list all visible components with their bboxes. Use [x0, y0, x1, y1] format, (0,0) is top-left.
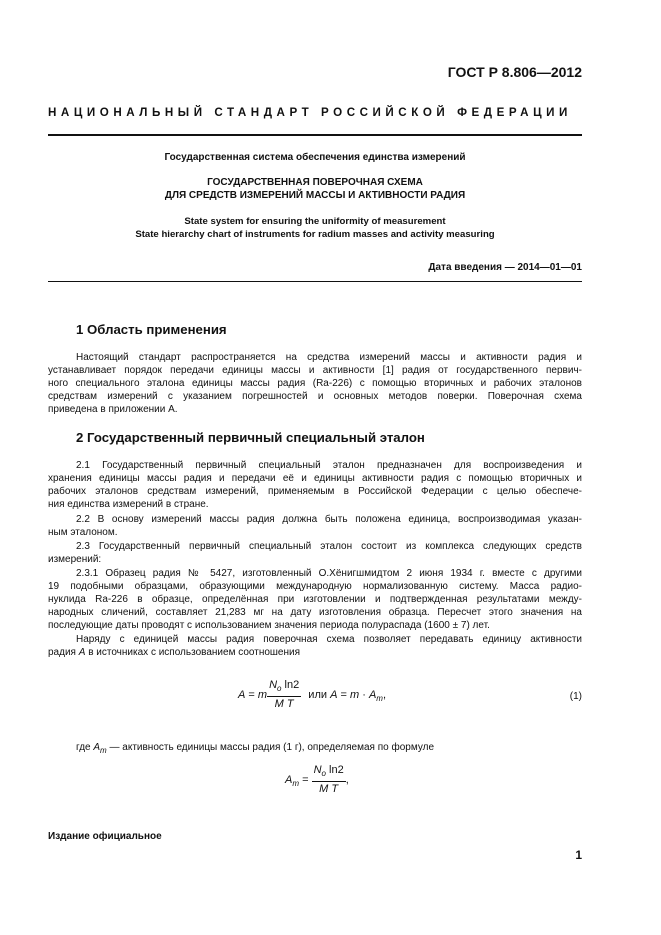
title-ru-line1: ГОСУДАРСТВЕННАЯ ПОВЕРОЧНАЯ СХЕМА: [207, 177, 423, 188]
paragraph-line: Наряду с единицей массы радия поверочная схема позволяет передавать единицу активности: [76, 634, 582, 645]
introduction-date: Дата введения — 2014—01—01: [428, 262, 582, 273]
header-rule: [48, 134, 582, 136]
paragraph-line: измерений:: [48, 554, 102, 565]
paragraph-line: нуклида Ra-226 в образце, определённая при изготовлении и подтвержденная результатами между-: [48, 594, 582, 605]
paragraph-line: рабочих эталонов средствам измерений, применяемым в Российской Федерации с целью обеспече-: [48, 486, 582, 497]
paragraph-line: Настоящий стандарт распространяется на средства измерений массы и активности радия и: [76, 352, 582, 363]
title-ru-line2: ДЛЯ СРЕДСТВ ИЗМЕРЕНИЙ МАССЫ И АКТИВНОСТИ РАДИЯ: [164, 190, 466, 201]
paragraph-line: ным эталоном.: [48, 527, 118, 538]
paragraph-line: 2.3 Государственный первичный специальный эталон состоит из комплекса следующих средств: [76, 541, 582, 552]
paragraph-line: 2.3.1 Образец радия № 5427, изготовленный О.Хёнигшмидтом 2 июня 1934 г. вместе с другими: [76, 568, 582, 579]
paragraph-line: хранения единицы массы радия и передачи её и единицы активности радия с помощью вторичных и: [48, 473, 582, 484]
formula-1: A = m $\frac{N_o \ln 2}{\text{M T}}$ или $A = m \cdot A_m$,: [238, 679, 387, 711]
title-en-line2: State hierarchy chart of instruments for radium masses and activity measuring: [135, 229, 495, 240]
paragraph-line: устанавливает порядок передачи единицы массы и активности [1] радия от государственного первич-: [48, 365, 582, 376]
paragraph-line: радия A в источниках с использованием соотношения: [48, 647, 301, 658]
system-title: Государственная система обеспечения единства измерений: [164, 152, 466, 163]
paragraph-line: приведена в приложении А.: [48, 404, 178, 415]
national-standard-banner: НАЦИОНАЛЬНЫЙ СТАНДАРТ РОССИЙСКОЙ ФЕДЕРАЦИИ: [48, 106, 572, 119]
date-rule: [48, 281, 582, 282]
where-line: где $A_m$ — активность единицы массы радия (1 г), определяемая по формуле: [76, 742, 435, 755]
formula-2: $A_m$ = $\frac{N_o \ln 2}{\text{M T}}$ ,: [285, 764, 349, 796]
paragraph-line: ного специального эталона единицы массы радия (Ra-226) с помощью вторичных и рабочих эталонов: [48, 378, 582, 389]
formula-1-fraction: $\frac{N_o \ln 2}{\text{M T}}$: [269, 679, 300, 711]
paragraph-line: 19 подобными образцами, образующими международную нормализованную систему. Масса радио-: [48, 581, 582, 592]
paragraph-line: 2.2 В основу измерений массы радия должна быть положена единица, воспроизводимая указан-: [76, 514, 582, 525]
section-2-heading: 2 Государственный первичный специальный эталон: [76, 430, 425, 445]
paragraph-line: последующие даты проводят с использованием значения периода полураспада (1600 ± 7) лет.: [48, 620, 490, 631]
formula-1-number: (1): [569, 691, 582, 702]
paragraph-line: народных сличений, составляет 21,283 мг на дату изготовления образца. Пересчет этого значения на: [48, 607, 582, 618]
official-edition-label: Издание официальное: [48, 831, 162, 842]
paragraph-line: средствам измерений с указанием погрешностей и основных методов поверки. Поверочная схема: [48, 391, 582, 402]
page-number: 1: [575, 848, 582, 862]
title-en-line1: State system for ensuring the uniformity of measurement: [184, 216, 446, 227]
document-id: ГОСТ Р 8.806—2012: [447, 64, 582, 80]
formula-2-fraction: $\frac{N_o \ln 2}{\text{M T}}$: [313, 764, 344, 796]
paragraph-line: 2.1 Государственный первичный специальный эталон предназначен для воспроизведения и: [76, 460, 582, 471]
section-1-heading: 1 Область применения: [76, 322, 227, 337]
paragraph-line: ния единства измерений в стране.: [48, 499, 209, 510]
